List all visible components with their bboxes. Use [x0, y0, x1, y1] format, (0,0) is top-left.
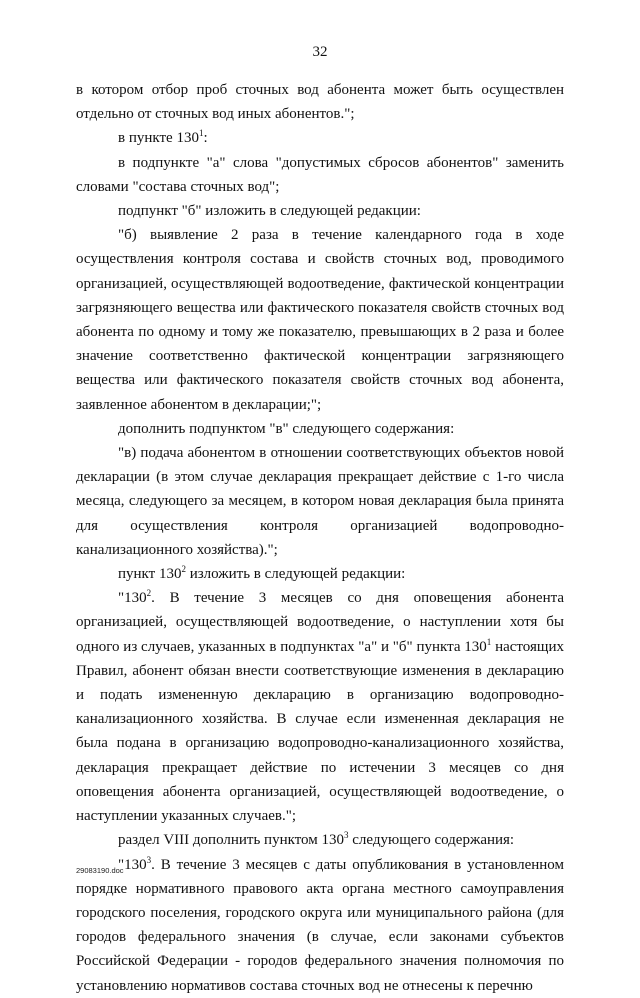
paragraph — [76, 78, 564, 126]
paragraph-text: изложить в следующей редакции: — [185, 566, 406, 583]
paragraph — [76, 199, 564, 223]
paragraph-text: настоящих Правил, абонент обязан внести соответствующие изменения в декларацию и подать измененную декларацию в организацию водопроводно-канализационного хозяйства. В случае если измененная декларация не была подана в организацию водопроводно-канализационного хозяйства, декларация прекращает действие по истечении 3 месяцев со дня оповещения абонента организацией, осуществляющей водоотведение, о наступлении указанных случаев."; — [76, 638, 564, 825]
paragraph-text: "в) подача абонентом в отношении соответствующих объектов новой декларации (в этом случае декларация прекращает действие с 1-го числа месяца, следующего за месяцем, в котором новая декларация была принята для осуществления контроля организацией водопроводно-канализационного хозяйства)."; — [76, 445, 564, 558]
paragraph-text: "б) выявление 2 раза в течение календарного года в ходе осуществления контроля состава и свойств сточных вод, проводимого организацией, осуществляющей водоотведение, фактической концентрации загрязняющего вещества или фактического показателя свойств сточных вод абонента по одному и тому же показателю, превышающих в 2 раза и более значение соответственно фактической концентрации загрязняющего вещества или фактического показателя свойств сточных вод абонента, заявленное абонентом в декларации;"; — [76, 227, 564, 413]
paragraph — [76, 126, 564, 150]
paragraph-text: . В течение 3 месяцев с даты опубликования в установленном порядке нормативного правового акта органа местного самоуправления городского поселения, городского округа или муниципального района (для городов федерального значения (в случае, если законами субъектов Российской Федерации - городов федерального значения полномочия по установлению нормативов состава сточных вод не отнесены к перечню — [76, 856, 564, 994]
paragraph — [76, 828, 564, 852]
footer-filename: 29083190.doc — [76, 866, 124, 875]
paragraph-text: дополнить подпунктом "в" следующего содержания: — [118, 420, 455, 437]
superscript: 3 — [344, 830, 349, 841]
paragraph — [76, 562, 564, 586]
paragraph-text: в котором отбор проб сточных вод абонента может быть осуществлен отдельно от сточных вод иных абонентов."; — [76, 82, 564, 123]
paragraph-text: следующего содержания: — [348, 832, 515, 849]
superscript: 2 — [146, 588, 152, 599]
paragraph — [76, 223, 564, 417]
superscript: 3 — [146, 854, 152, 865]
paragraph-text: . В течение 3 месяцев со дня оповещения абонента организацией, осуществляющей водоотведение, о наступлении хотя бы одного из случаев, указанных в подпунктах "а" и "б" пункта 130 — [76, 590, 564, 655]
paragraph — [76, 151, 564, 199]
paragraph-text: пункт 130 — [118, 566, 182, 583]
paragraph-text: подпункт "б" изложить в следующей редакции: — [118, 203, 421, 220]
superscript: 1 — [486, 636, 492, 647]
superscript: 1 — [198, 128, 204, 139]
paragraph-text: в подпункте "а" слова "допустимых сбросов абонентов" заменить словами "состава сточных вод"; — [76, 154, 564, 195]
document-body — [76, 78, 564, 998]
paragraph-text: "130 — [118, 856, 147, 873]
paragraph-text: раздел VIII дополнить пунктом 130 — [118, 832, 345, 849]
paragraph — [76, 853, 564, 998]
paragraph-text: в пункте 130 — [118, 130, 199, 147]
paragraph — [76, 441, 564, 562]
paragraph-text: : — [203, 130, 208, 147]
paragraph — [76, 586, 564, 828]
page-number: 32 — [312, 44, 328, 60]
paragraph — [76, 417, 564, 441]
superscript: 2 — [181, 564, 186, 575]
paragraph-text: "130 — [118, 590, 147, 607]
